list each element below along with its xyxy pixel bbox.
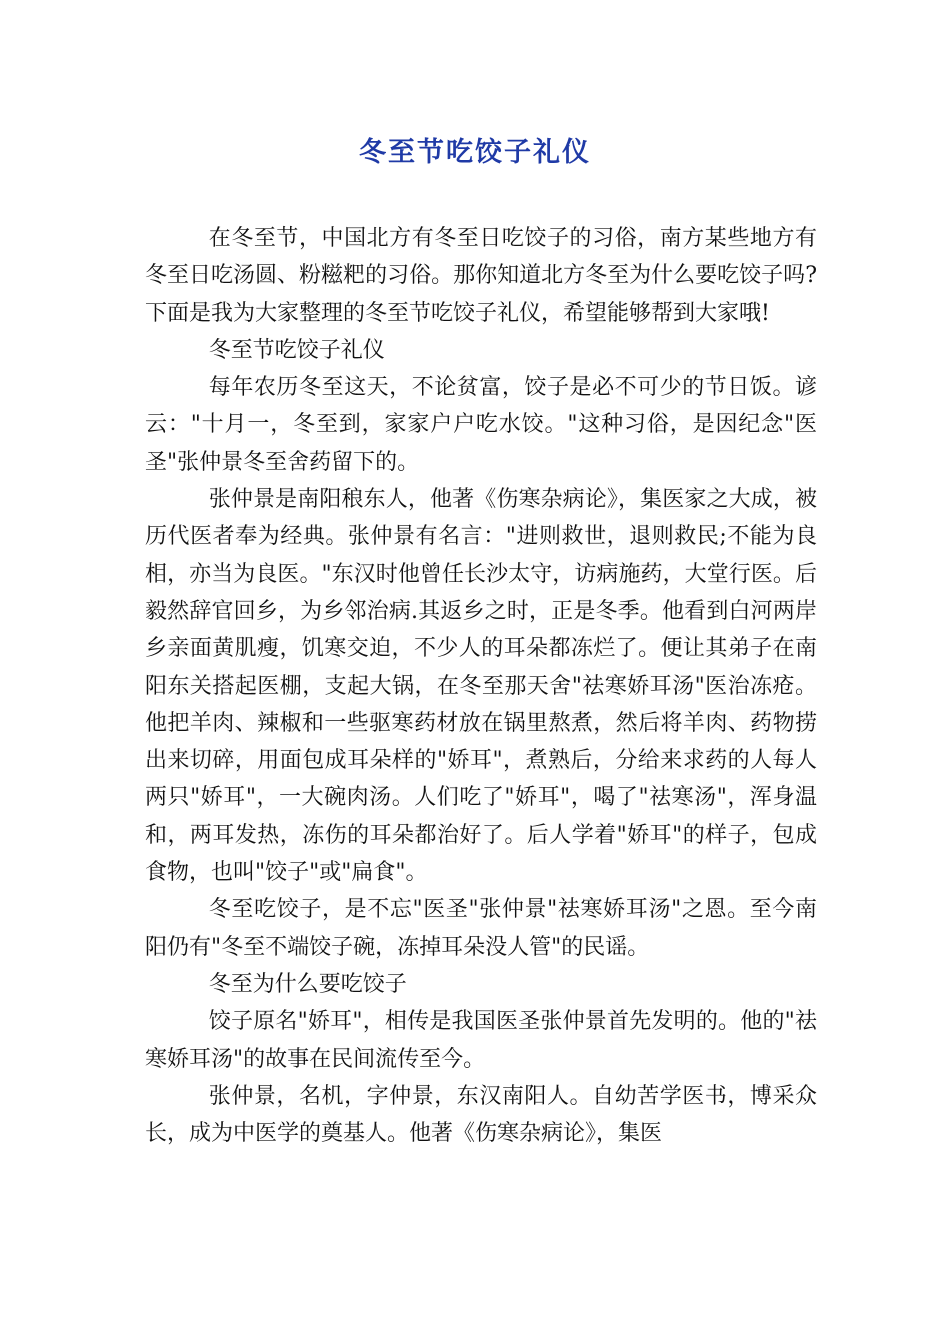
paragraph-gratitude: 冬至吃饺子，是不忘"医圣"张仲景"祛寒娇耳汤"之恩。至今南阳仍有"冬至不端饺子碗，冻掉耳朵没人管"的民谣。 — [145, 897, 817, 960]
paragraph-biography: 张仲景，名机，字仲景，东汉南阳人。自幼苦学医书，博采众长，成为中医学的奠基人。他著《伤寒杂病论》，集医 — [145, 1083, 817, 1147]
paragraph-custom: 每年农历冬至这天，不论贫富，饺子是必不可少的节日饭。谚云："十月一，冬至到，家家户户吃水饺。"这种习俗，是因纪念"医圣"张仲景冬至舍药留下的。 — [145, 375, 817, 475]
document-body — [145, 220, 817, 1152]
paragraph-zhang-zhongjing-story: 张仲景是南阳稂东人，他著《伤寒杂病论》，集医家之大成，被历代医者奉为经典。张仲景有名言："进则救世，退则救民;不能为良相，亦当为良医。"东汉时他曾任长沙太守，访病施药，大堂行医。后毅然辞官回乡，为乡邻治病.其返乡之时，正是冬季。他看到白河两岸乡亲面黄肌瘦，饥寒交迫，不少人的耳朵都冻烂了。便让其弟子在南阳东关搭起医棚，支起大锅，在冬至那天舍"祛寒娇耳汤"医治冻疮。他把羊肉、辣椒和一些驱寒药材放在锅里熬煮，然后将羊肉、药物捞出来切碎，用面包成耳朵样的"娇耳"，煮熟后，分给来求药的人每人两只"娇耳"，一大碗肉汤。人们吃了"娇耳"，喝了"祛寒汤"，浑身温和，两耳发热，冻伤的耳朵都治好了。后人学着"娇耳"的样子，包成食物，也叫"饺子"或"扁食"。 — [145, 487, 817, 886]
paragraph-origin: 饺子原名"娇耳"，相传是我国医圣张仲景首先发明的。他的"祛寒娇耳汤"的故事在民间流传至今。 — [145, 1009, 817, 1072]
paragraph-intro: 在冬至节，中国北方有冬至日吃饺子的习俗，南方某些地方有冬至日吃汤圆、粉糍粑的习俗。那你知道北方冬至为什么要吃饺子吗?下面是我为大家整理的冬至节吃饺子礼仪，希望能够帮到大家哦! — [145, 226, 817, 326]
section-heading-etiquette: 冬至节吃饺子礼仪 — [208, 337, 385, 363]
section-heading-why: 冬至为什么要吃饺子 — [208, 971, 407, 997]
document-title: 冬至节吃饺子礼仪 — [359, 137, 591, 168]
